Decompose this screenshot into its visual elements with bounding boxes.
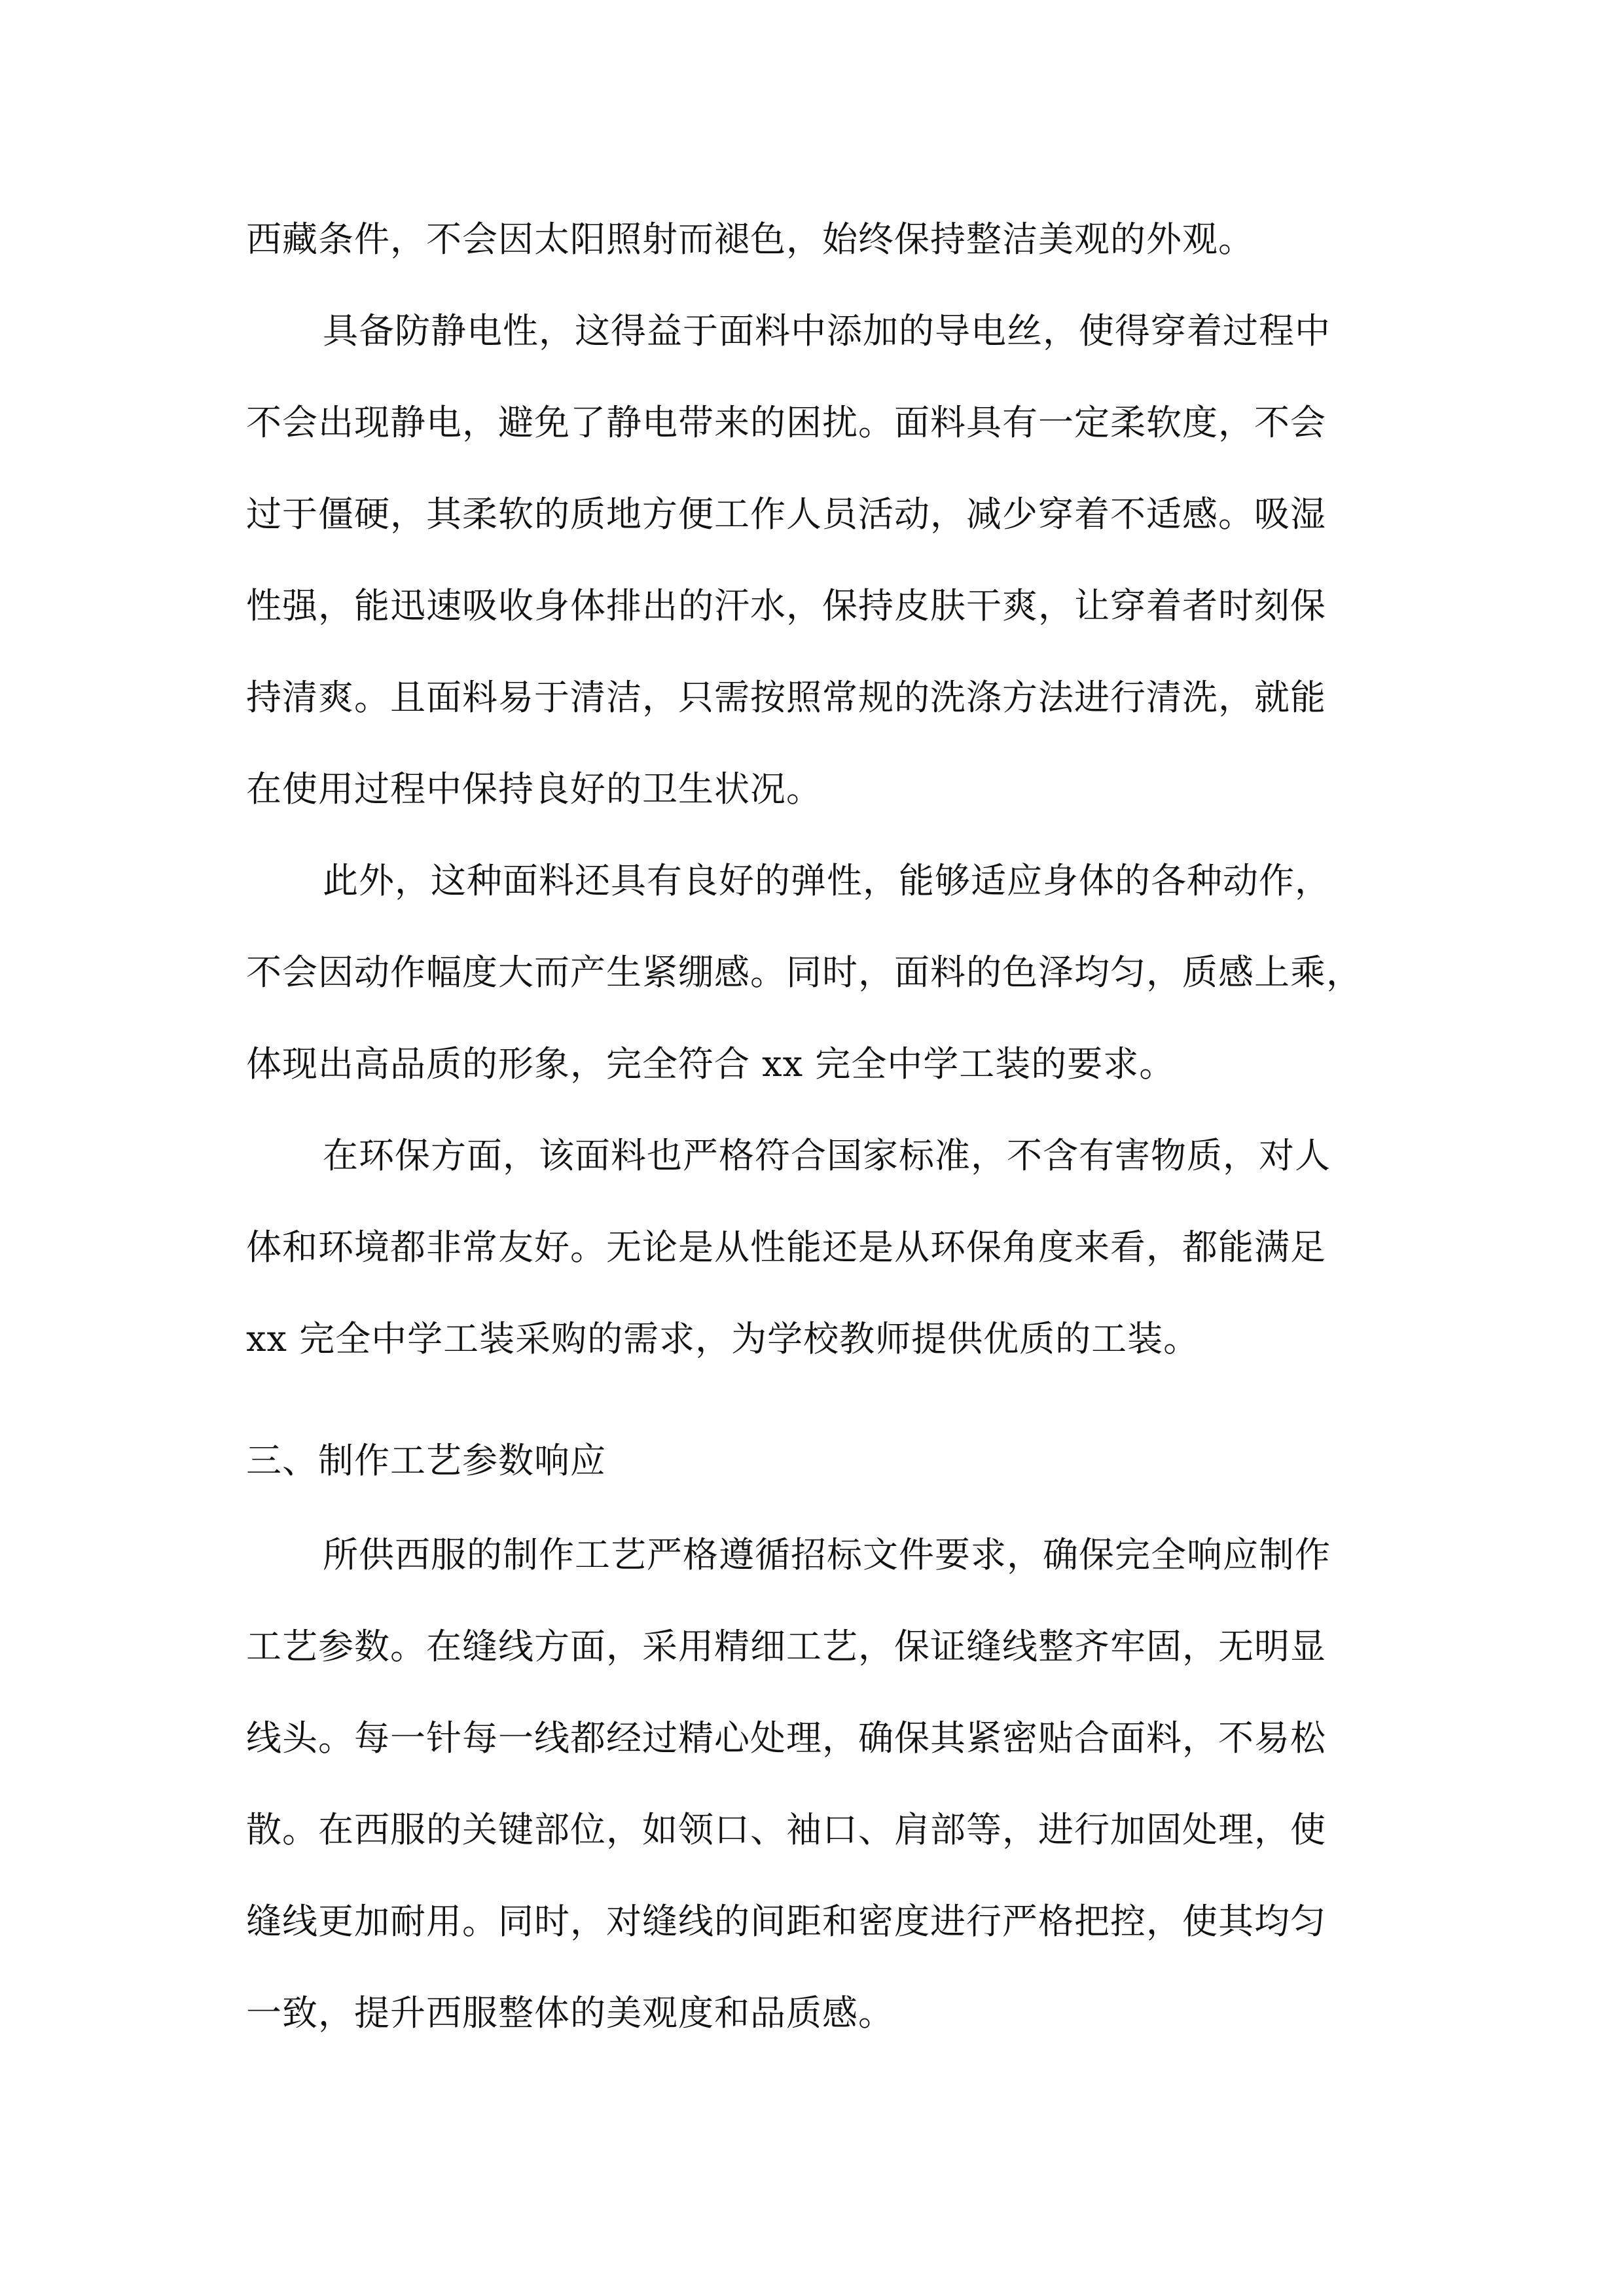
section-heading: 三、制作工艺参数响应 (246, 1440, 606, 1481)
text-line: 持清爽。且面料易于清洁，只需按照常规的洗涤方法进行清洗，就能 (246, 677, 1326, 718)
text-line: 在使用过程中保持良好的卫生状况。 (246, 768, 822, 810)
text-line: 散。在西服的关键部位，如领口、袖口、肩部等，进行加固处理，使 (246, 1809, 1326, 1850)
text-line: 体和环境都非常友好。无论是从性能还是从环保角度来看，都能满足 (246, 1227, 1326, 1268)
text-line: 具备防静电性，这得益于面料中添加的导电丝，使得穿着过程中 (323, 310, 1331, 351)
text-line: 性强，能迅速吸收身体排出的汗水，保持皮肤干爽，让穿着者时刻保 (246, 585, 1326, 626)
text-line: xx 完全中学工装采购的需求，为学校教师提供优质的工装。 (246, 1318, 1200, 1359)
text-line: 不会因动作幅度大而产生紧绷感。同时，面料的色泽均匀，质感上乘， (246, 952, 1362, 993)
text-line: 在环保方面，该面料也严格符合国家标准，不含有害物质，对人 (323, 1135, 1331, 1176)
text-line: 一致，提升西服整体的美观度和品质感。 (246, 1992, 894, 2034)
text-line: 线头。每一针每一线都经过精心处理，确保其紧密贴合面料，不易松 (246, 1717, 1326, 1759)
text-line: 不会出现静电，避免了静电带来的困扰。面料具有一定柔软度，不会 (246, 402, 1326, 443)
text-line: 所供西服的制作工艺严格遵循招标文件要求，确保完全响应制作 (323, 1534, 1331, 1575)
text-line: 过于僵硬，其柔软的质地方便工作人员活动，减少穿着不适感。吸湿 (246, 493, 1326, 535)
text-line: 西藏条件，不会因太阳照射而褪色，始终保持整洁美观的外观。 (246, 219, 1254, 260)
text-line: 体现出高品质的形象，完全符合 xx 完全中学工装的要求。 (246, 1043, 1176, 1085)
text-line: 工艺参数。在缝线方面，采用精细工艺，保证缝线整齐牢固，无明显 (246, 1626, 1326, 1667)
text-line: 此外，这种面料还具有良好的弹性，能够适应身体的各种动作， (323, 860, 1331, 901)
text-line: 缝线更加耐用。同时，对缝线的间距和密度进行严格把控，使其均匀 (246, 1901, 1326, 1942)
